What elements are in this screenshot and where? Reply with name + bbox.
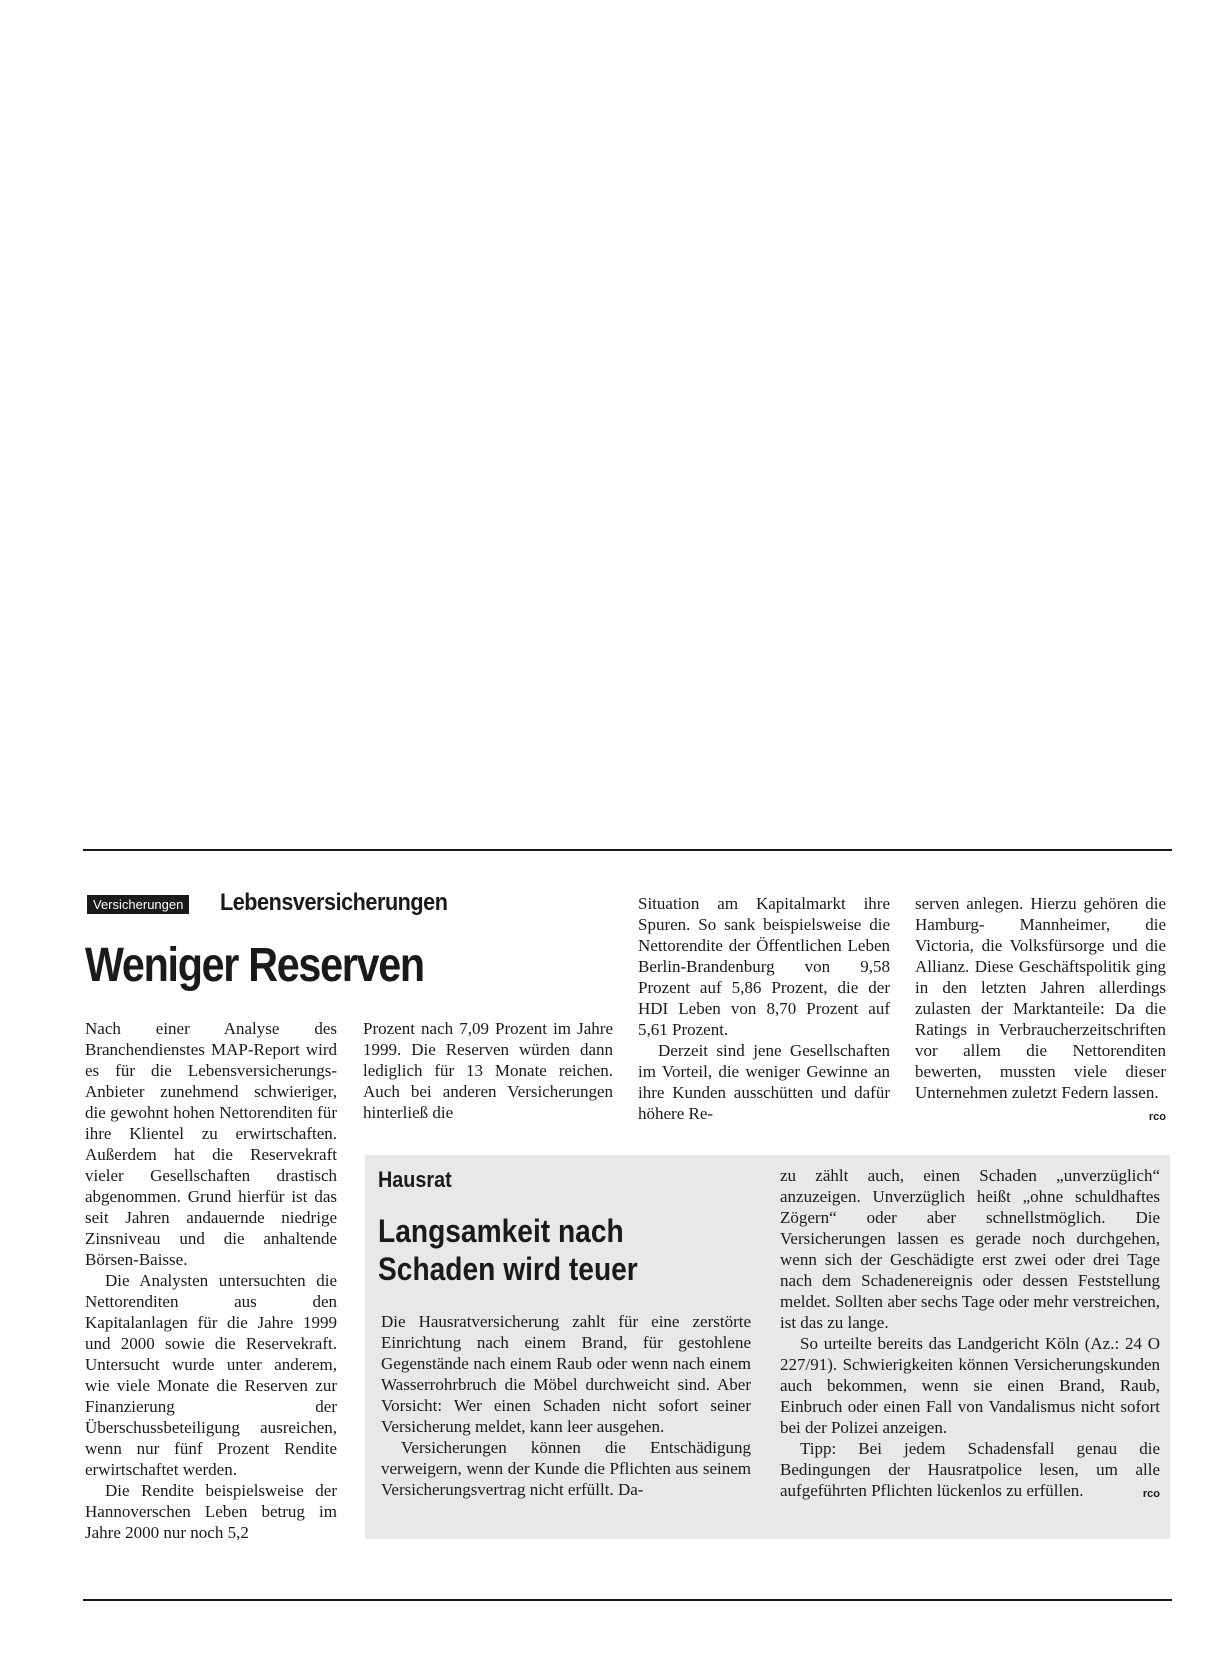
box-kicker: Hausrat (378, 1167, 452, 1192)
author-initials: rco (1142, 1488, 1160, 1500)
box-headline: Langsamkeit nach Schaden wird teuer (378, 1213, 638, 1287)
section-tag: Versicherungen (87, 895, 189, 914)
article1-column-4 (915, 893, 1166, 1128)
article1-column-1 (85, 1018, 337, 1543)
paragraph: Derzeit sind jene Gesellschaften im Vorteil, die weniger Gewinne an ihre Kunden ausschütten und dafür höhere Re- (638, 1041, 890, 1123)
paragraph (915, 893, 1166, 1123)
paragraph-text: Tipp: Bei jedem Schadensfall genau die Bedingungen der Hausratpolice lesen, um alle aufgeführten Pflichten lückenlos zu erfüllen. (780, 1439, 1160, 1500)
paragraph: So urteilte bereits das Landgericht Köln (Az.: 24 O 227/91). Schwierigkeiten können Versicherungskunden auch bekommen, wenn sie einen Brand, Raub, Einbruch oder einen Fall von Vandalismus nicht sofort bei der Polizei anzeigen. (780, 1334, 1160, 1437)
paragraph: zu zählt auch, einen Schaden „unverzüglich“ anzuzeigen. Unverzüglich heißt „ohne schuldhaftes Zögern“ oder aber schnellstmöglich. Die Versicherungen lassen es gerade noch durchgehen, wenn sich der Geschädigte erst zwei oder drei Tage nach dem Schadenereignis oder dessen Feststellung meldet. Sollten aber sechs Tage oder mehr verstreichen, ist das zu lange. (780, 1166, 1160, 1332)
paragraph: Nach einer Analyse des Branchendienstes MAP-Report wird es für die Lebensversicherungs-Anbieter zunehmend schwieriger, die gewohnt hohen Nettorenditen für ihre Klientel zu erwirtschaften. Außerdem hat die Reservekraft vieler Gesellschaften drastisch abgenommen. Grund hierfür ist das seit Jahren andauernde niedrige Zinsniveau und die anhaltende Börsen-Baisse. (85, 1019, 337, 1269)
article1-column-3 (638, 893, 890, 1124)
article-kicker: Lebensversicherungen (220, 889, 448, 916)
paragraph: Prozent nach 7,09 Prozent im Jahre 1999. Die Reserven würden dann lediglich für 13 Monate reichen. Auch bei anderen Versicherungen hinterließ die (363, 1019, 613, 1122)
paragraph: Versicherungen können die Entschädigung verweigern, wenn der Kunde die Pflichten aus seinem Versicherungsvertrag nicht erfüllt. Da- (381, 1438, 751, 1499)
paragraph (780, 1438, 1160, 1501)
paragraph: Die Hausratversicherung zahlt für eine zerstörte Einrichtung nach einem Brand, für gestohlene Gegenstände nach einem Raub oder wenn nach einem Wasserrohrbruch die Möbel durchweicht sind. Aber Vorsicht: Wer einen Schaden nicht sofort seiner Versicherung meldet, kann leer ausgehen. (381, 1312, 751, 1436)
paragraph: Situation am Kapitalmarkt ihre Spuren. So sank beispielsweise die Nettorendite der Öffentlichen Leben Berlin-Brandenburg von 9,58 Prozent auf 5,86 Prozent, die der HDI Leben von 8,70 Prozent auf 5,61 Prozent. (638, 894, 890, 1039)
article1-column-2 (363, 1018, 613, 1123)
author-initials: rco (1148, 1111, 1166, 1123)
article2-column-1 (381, 1311, 751, 1500)
paragraph: Die Analysten untersuchten die Nettorenditen aus den Kapitalanlagen für die Jahre 1999 und 2000 sowie die Reservekraft. Untersucht wurde unter anderem, wie viele Monate die Reserven zur Finanzierung der Überschussbeteiligung ausreichen, wenn nur fünf Prozent Rendite erwirtschaftet werden. (85, 1271, 337, 1479)
article-headline: Weniger Reserven (85, 939, 424, 992)
article2-column-2 (780, 1165, 1160, 1505)
paragraph: Die Rendite beispielsweise der Hannoverschen Leben betrug im Jahre 2000 nur noch 5,2 (85, 1481, 337, 1542)
paragraph-text: serven anlegen. Hierzu gehören die Hamburg- Mannheimer, die Victoria, die Volksfürsorge und die Allianz. Diese Geschäftspolitik ging in den letzten Jahren allerdings zulasten der Marktanteile: Da die Ratings in Verbraucherzeitschriften vor allem die Nettorenditen bewerten, mussten viele dieser Unternehmen zuletzt Federn lassen. (915, 894, 1166, 1102)
top-rule (83, 849, 1172, 851)
bottom-rule (83, 1599, 1172, 1601)
